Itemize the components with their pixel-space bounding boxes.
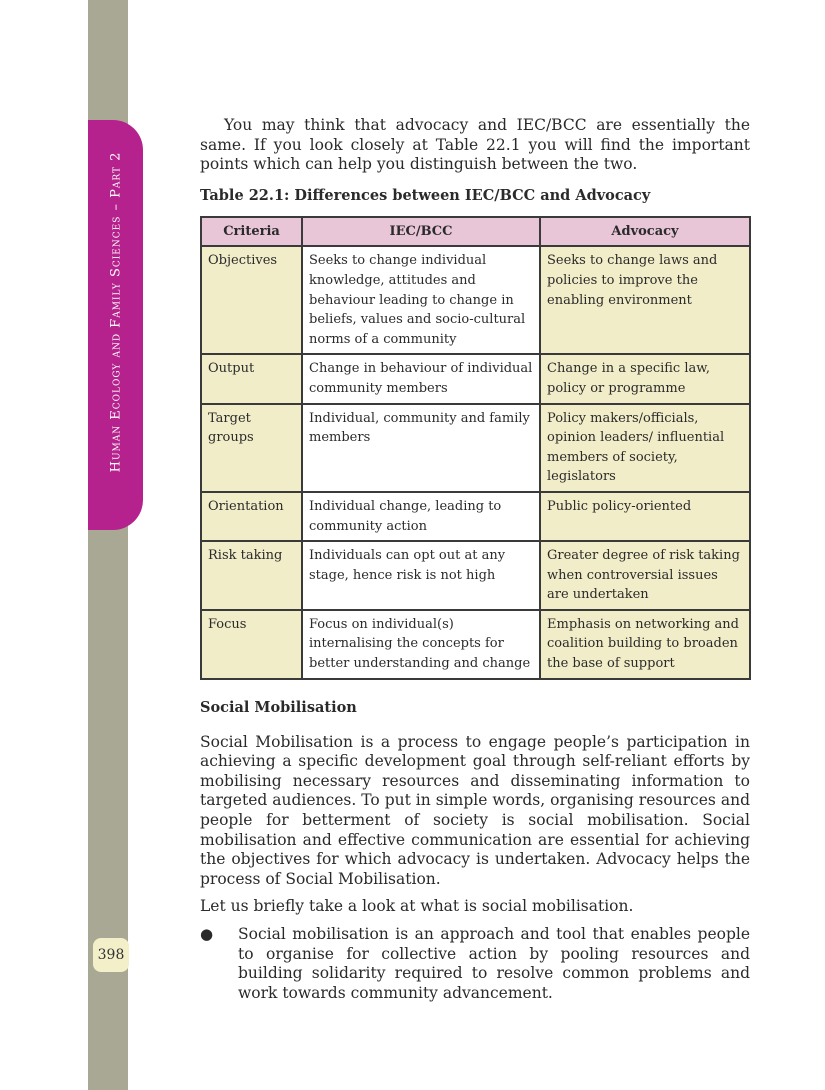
iec-bcc-cell: Focus on individual(s) internalising the concepts for better understanding and change — [302, 610, 540, 679]
bullet-text: Social mobilisation is an approach and tool that enables people to organise for collective action by pooling resources and building solidarity required to resolve common problems and work towards community advancement. — [238, 925, 750, 1002]
table-row — [201, 246, 750, 354]
page-number: 398 — [93, 938, 129, 972]
bullet-icon: ● — [200, 925, 214, 943]
header-advocacy: Advocacy — [540, 217, 750, 247]
intro-paragraph: You may think that advocacy and IEC/BCC are essentially the same. If you look closely at Table 22.1 you will find the important points which can help you distinguish between the two. — [200, 116, 750, 174]
table-row — [201, 541, 750, 610]
iec-bcc-cell: Individual, community and family members — [302, 404, 540, 492]
lead-in-paragraph: Let us briefly take a look at what is social mobilisation. — [200, 897, 634, 916]
iec-bcc-cell: Change in behaviour of individual community members — [302, 354, 540, 403]
criteria-cell: Focus — [201, 610, 302, 679]
table-header-row — [201, 217, 750, 247]
page-content — [200, 116, 750, 1003]
table-row — [201, 492, 750, 541]
header-iec-bcc: IEC/BCC — [302, 217, 540, 247]
advocacy-cell: Emphasis on networking and coalition building to broaden the base of support — [540, 610, 750, 679]
section-paragraph: Social Mobilisation is a process to engage people’s participation in achieving a specific development goal through self-reliant efforts by mobilising necessary resources and disseminating information to targeted audiences. To put in simple words, organising resources and people for betterment of society is social mobilisation. Social mobilisation and effective communication are essential for achieving the objectives for which advocacy is undertaken. Advocacy helps the process of Social Mobilisation. — [200, 732, 750, 888]
criteria-cell: Target groups — [201, 404, 302, 492]
table-row — [201, 610, 750, 679]
comparison-table — [200, 216, 751, 680]
header-criteria: Criteria — [201, 217, 302, 247]
iec-bcc-cell: Seeks to change individual knowledge, attitudes and behaviour leading to change in beliefs, values and socio-cultural norms of a community — [302, 246, 540, 354]
criteria-cell: Objectives — [201, 246, 302, 354]
advocacy-cell: Seeks to change laws and policies to improve the enabling environment — [540, 246, 750, 354]
advocacy-cell: Policy makers/officials, opinion leaders/ influential members of society, legislators — [540, 404, 750, 492]
iec-bcc-cell: Individual change, leading to community action — [302, 492, 540, 541]
table-row — [201, 354, 750, 403]
criteria-cell: Risk taking — [201, 541, 302, 610]
criteria-cell: Orientation — [201, 492, 302, 541]
advocacy-cell: Greater degree of risk taking when controversial issues are undertaken — [540, 541, 750, 610]
bullet-item — [200, 925, 750, 1003]
iec-bcc-cell: Individuals can opt out at any stage, hence risk is not high — [302, 541, 540, 610]
running-head: Human Ecology and Family Sciences – Part 2 — [108, 151, 124, 473]
criteria-cell: Output — [201, 354, 302, 403]
section-heading: Social Mobilisation — [200, 698, 357, 716]
table-row — [201, 404, 750, 492]
table-title: Table 22.1: Differences between IEC/BCC and Advocacy — [200, 186, 651, 204]
advocacy-cell: Public policy-oriented — [540, 492, 750, 541]
advocacy-cell: Change in a specific law, policy or programme — [540, 354, 750, 403]
